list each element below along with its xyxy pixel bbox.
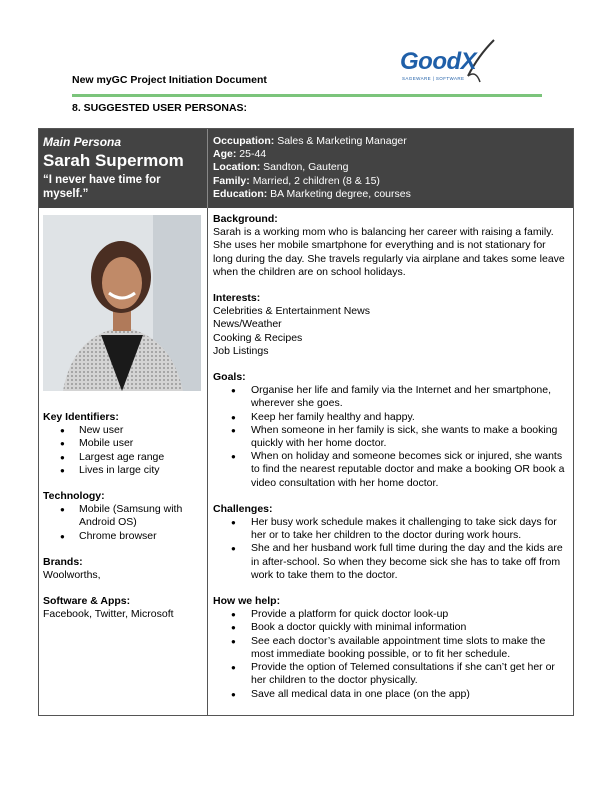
persona-right-column xyxy=(213,213,568,714)
persona-name: Sarah Supermom xyxy=(43,151,184,170)
software-section xyxy=(43,595,203,621)
key-identifiers-section xyxy=(43,411,203,477)
brands-section xyxy=(43,556,203,582)
column-divider xyxy=(207,208,208,716)
persona-label: Main Persona xyxy=(43,135,122,149)
list-item: ● She and her husband work full time during the day and the kids are in after-school. So when they become sick she has to take off from work to take them to the doctor. xyxy=(213,542,568,582)
goodx-logo xyxy=(398,36,498,84)
fact-education: Education: BA Marketing degree, courses xyxy=(213,187,411,200)
section-title: 8. SUGGESTED USER PERSONAS: xyxy=(72,102,248,114)
persona-photo xyxy=(43,215,201,391)
persona-facts xyxy=(213,135,568,201)
background-text: Sarah is a working mom who is balancing her career with raising a family. She uses her mobile smartphone for everything and is not stationary for long during the day. She travels regularly via airplane and takes some leave when the children are on school holidays. xyxy=(213,226,565,278)
persona-quote: “I never have time for myself.” xyxy=(43,174,161,200)
list-item: ● Mobile user xyxy=(43,437,203,450)
fact-age: Age: 25-44 xyxy=(213,148,267,161)
brands-heading: Brands: xyxy=(43,555,83,568)
technology-heading: Technology: xyxy=(43,490,105,503)
fact-location: Location: Sandton, Gauteng xyxy=(213,161,349,174)
interest-item: News/Weather xyxy=(213,318,282,331)
logo-tagline: SAGEWARE | SOFTWARE xyxy=(402,76,465,81)
list-item: ● Organise her life and family via the Internet and her smartphone, wherever she goes. xyxy=(213,384,568,410)
how-we-help-section xyxy=(213,595,568,701)
list-item: ● New user xyxy=(43,424,203,437)
background-heading: Background: xyxy=(213,213,278,225)
persona-header xyxy=(39,129,573,208)
list-item: ● When someone in her family is sick, she wants to make a booking quickly with her home doctor. xyxy=(213,424,568,450)
persona-table xyxy=(38,128,574,716)
list-item: ● Mobile (Samsung with Android OS) xyxy=(43,503,203,529)
persona-identity xyxy=(43,135,203,201)
fact-family: Family: Married, 2 children (8 & 15) xyxy=(213,174,380,187)
technology-section xyxy=(43,490,203,543)
fact-occupation: Occupation: Sales & Marketing Manager xyxy=(213,135,407,147)
list-item: ● Lives in large city xyxy=(43,464,203,477)
interest-item: Cooking & Recipes xyxy=(213,331,303,344)
list-item: ● Largest age range xyxy=(43,451,203,464)
header-divider xyxy=(207,129,208,208)
list-item: ● Book a doctor quickly with minimal information xyxy=(213,621,568,634)
list-item: ● Keep her family healthy and happy. xyxy=(213,411,568,424)
interests-heading: Interests: xyxy=(213,292,261,305)
software-text: Facebook, Twitter, Microsoft xyxy=(43,608,174,621)
challenges-section xyxy=(213,503,568,582)
list-item: ● Her busy work schedule makes it challenging to take sick days for her or to take her children to the doctor during work hours. xyxy=(213,516,568,542)
key-identifiers-heading: Key Identifiers: xyxy=(43,411,119,423)
interest-item: Job Listings xyxy=(213,344,269,357)
list-item: ● Chrome browser xyxy=(43,530,203,543)
document-title: New myGC Project Initiation Document xyxy=(72,74,267,86)
list-item: ● See each doctor’s available appointment time slots to make the most immediate booking possible, or to fit her schedule. xyxy=(213,635,568,661)
interests-section xyxy=(213,292,568,358)
interest-item: Celebrities & Entertainment News xyxy=(213,305,370,318)
goals-heading: Goals: xyxy=(213,371,246,384)
list-item: ● When on holiday and someone becomes sick or injured, she wants to find the nearest reputable doctor and make a booking OR book a video consultation with her home doctor. xyxy=(213,450,568,490)
challenges-heading: Challenges: xyxy=(213,502,273,515)
goals-section xyxy=(213,371,568,490)
persona-left-column xyxy=(43,215,203,635)
background-section xyxy=(213,213,568,279)
list-item: ● Provide a platform for quick doctor look-up xyxy=(213,608,568,621)
software-heading: Software & Apps: xyxy=(43,595,131,608)
header-rule xyxy=(72,94,542,97)
logo-wordmark: GoodX xyxy=(400,48,477,75)
brands-text: Woolworths, xyxy=(43,569,101,582)
how-we-help-heading: How we help: xyxy=(213,595,281,608)
list-item: ● Save all medical data in one place (on the app) xyxy=(213,688,568,701)
list-item: ● Provide the option of Telemed consultations if she can’t get her or her children to the doctor physically. xyxy=(213,661,568,687)
